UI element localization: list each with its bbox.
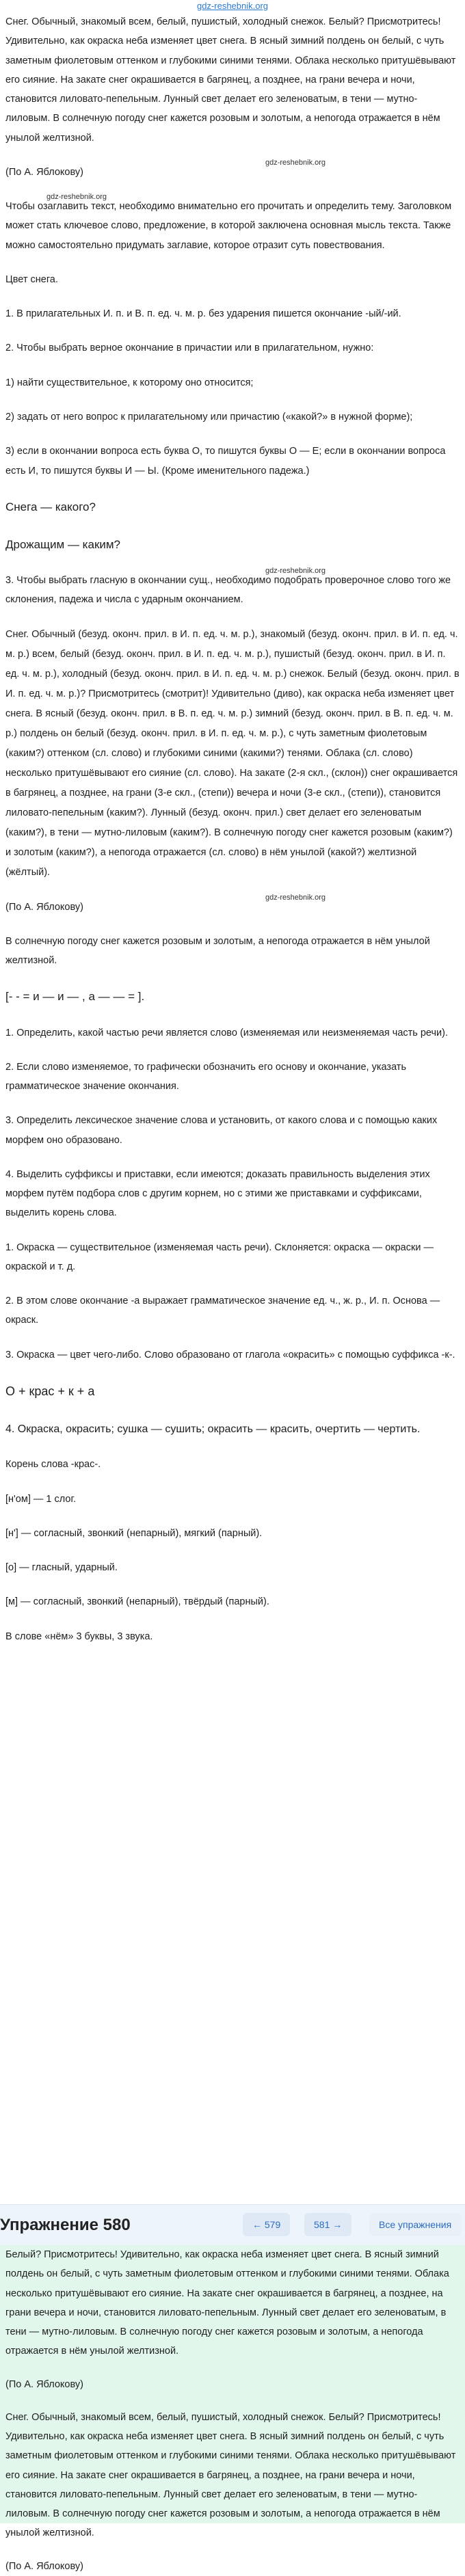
- task-text: Снег. Обычный, знакомый всем, белый, пушистый, холодный снежок. Белый? Присмотритесь! Удивительно, как окраска неба изменяет цвет снега. В ясный зимний полдень он белый, с чуть заметным фиолетовым оттенком и глубокими синими тенями. Облака несколько притушёвывают его сияние. На закате снег окрашивается в багрянец, а позднее, на грани вечера и ночи, становится лиловато-пепельным. Лунный свет делает его зеленоватым, в тени — мутно-лиловым. В солнечную погоду снег кажется розовым и золотым, а непогода отражается в нём унылой желтизной.: [5, 16, 456, 144]
- answer-2: 2. В этом слове окончание -а выражает грамматическое значение ед. ч., ж. р., И. п. Основа — окраск.: [5, 1296, 440, 1326]
- root-line: Корень слова -крас-.: [5, 1459, 101, 1471]
- rule-3: 3. Чтобы выбрать гласную в окончании сущ., необходимо подобрать проверочное слово того же склонения, падежа и числа с ударным окончанием.: [5, 575, 451, 606]
- intro-text: Чтобы озаглавить текст, необходимо внимательно его прочитать и определить тему. Заголовком может стать ключевое слово, предложение, в которой заключена основная мысль текста. Также можно самостоятельно придумать заглавие, которое отразит суть повествования.: [5, 201, 452, 251]
- watermark: gdz-reshebnik.org: [265, 158, 326, 167]
- watermark: gdz-reshebnik.org: [265, 567, 326, 576]
- morpheme-formula: О + крас + к + а: [5, 1384, 95, 1398]
- annotated-text: Снег. Обычный (безуд. оконч. прил. в И. п. ед. ч. м. р.), знакомый (безуд. оконч. прил. в И. п. ед. ч. м. р.) всем, белый (безуд. оконч. прил. в И. п. ед. ч. м. р.), пушистый (безуд. оконч. прил. в И. п. ед. ч. м. р.), холодный (безуд. оконч. прил. в И. п. ед. ч. м. р.) снежок. Белый (безуд. оконч. прил. в И. п. ед. ч. м. р.)? Присмотритесь (смотрит)! Удивительно (диво), как окраска неба изменяет цвет снега. В ясный (безуд. оконч. прил. в В. п. ед. ч. м. р.) зимний (безуд. оконч. прил. в В. п. ед. ч. м. р.) полдень он белый (безуд. оконч. прил. в И. п. ед. ч. м. р.), с чуть заметным фиолетовым (каким?) оттенком (сл. слово) и глубокими синими (какими?) тенями. Облака (сл. слово) несколько притушёвывают его сияние (сл. слово). На закате (2-я скл., (склон)) снег окрашивается в багрянец, а позднее, на грани (3-е скл., (степи)) вечера и ночи (3-е скл., (степи)), становится лиловато-пепельным (каким?). Лунный (безуд. оконч. прил.) свет делает его зеленоватым (каким?), в тени — мутно-лиловым (каким?). В солнечную погоду снег кажется розовым (каким?) и золотым (каким?), а непогода отражается (сл. слово) в нём унылой (какой?) желтизной (жёлтый).: [5, 628, 460, 878]
- green-author-1: (По А. Яблокову): [5, 2378, 83, 2390]
- question-2: 2. Если слово изменяемое, то графически обозначить его основу и окончание, указать грамматическое значение окончания.: [5, 1061, 407, 1092]
- green-author-2: (По А. Яблокову): [5, 2560, 83, 2572]
- example-1: Снега — какого?: [5, 500, 96, 513]
- exercise-title: Упражнение 580: [0, 2216, 131, 2234]
- all-exercises-button[interactable]: Все упражнения: [369, 2213, 461, 2236]
- rule-1: 1. В прилагательных И. п. и В. п. ед. ч. м. р. без ударения пишется окончание -ый/-ий.: [5, 308, 401, 320]
- rule-2-3: 3) если в окончании вопроса есть буква О, то пишутся буквы О — Е; если в окончании вопроса есть И, то пишутся буквы И — Ы. (Кроме именительного падежа.): [5, 446, 446, 477]
- question-1: 1. Определить, какой частью речи является слово (изменяемая или неизменяемая часть речи).: [5, 1027, 449, 1038]
- phonetic-1: [н'ом] — 1 слог.: [5, 1493, 77, 1505]
- sentence-scheme: [- - = и — и — , а — — = ].: [5, 990, 145, 1004]
- question-3: 3. Определить лексическое значение слова и установить, от какого слова и с помощью каких морфем оно образовано.: [5, 1115, 438, 1146]
- green-text-1: Белый? Присмотритесь! Удивительно, как окраска неба изменяет цвет снега. В ясный зимний полдень он белый, с чуть заметным фиолетовым оттенком и глубокими синими тенями. Облака несколько притушёвывают его сияние. На закате снег окрашивается в багрянец, а позднее, на грани вечера и ночи, становится лиловато-пепельным. Лунный свет делает его зеленоватым, в тени — мутно-лиловым. В солнечную погоду снег кажется розовым и золотым, а непогода отражается в нём унылой желтизной.: [5, 2249, 449, 2357]
- phonetic-4: [м] — согласный, звонкий (непарный), твёрдый (парный).: [5, 1596, 269, 1608]
- answer-3: 3. Окраска — цвет чего-либо. Слово образовано от глагола «окрасить» с помощью суффикса -к-.: [5, 1349, 455, 1360]
- prev-exercise-button[interactable]: ← 579: [243, 2213, 290, 2236]
- phonetic-2: [н'] — согласный, звонкий (непарный), мягкий (парный).: [5, 1527, 263, 1539]
- rule-2-1: 1) найти существительное, к которому оно относится;: [5, 377, 254, 388]
- author-2: (По А. Яблокову): [5, 901, 83, 913]
- author: (По А. Яблокову): [5, 166, 83, 178]
- question-4: 4. Выделить суффиксы и приставки, если имеются; доказать правильность выделения этих морфем путём подбора слов с другим корнем, но с этими же приставками и суффиксами, выделить корень слова.: [5, 1168, 430, 1219]
- title-answer: Цвет снега.: [5, 273, 58, 285]
- solution-content: [0, 12, 465, 1646]
- rule-2: 2. Чтобы выбрать верное окончание в причастии или в прилагательном, нужно:: [5, 343, 374, 354]
- exercise-nav-bar: [0, 2204, 465, 2246]
- phonetic-5: В слове «нём» 3 буквы, 3 звука.: [5, 1631, 153, 1642]
- answer-1: 1. Окраска — существительное (изменяемая часть речи). Склоняется: окраска — окраски — окраской и т. д.: [5, 1242, 434, 1272]
- site-header[interactable]: gdz-reshebnik.org: [196, 1, 269, 11]
- watermark: gdz-reshebnik.org: [265, 893, 326, 902]
- watermark: gdz-reshebnik.org: [46, 193, 107, 202]
- phonetic-3: [о] — гласный, ударный.: [5, 1562, 118, 1574]
- example-2: Дрожащим — каким?: [5, 537, 121, 551]
- rule-2-2: 2) задать от него вопрос к прилагательному или причастию («какой?» в нужной форме);: [5, 411, 413, 422]
- green-text-2: Снег. Обычный, знакомый всем, белый, пушистый, холодный снежок. Белый? Присмотритесь! Удивительно, как окраска неба изменяет цвет снега. В ясный зимний полдень он белый, с чуть заметным фиолетовым оттенком и глубокими синими тенями. Облака несколько притушёвывают его сияние. На закате снег окрашивается в багрянец, а позднее, на грани вечера и ночи, становится лиловато-пепельным. Лунный свет делает его зеленоватым, в тени — мутно-лиловым. В солнечную погоду снег кажется розовым и золотым, а непогода отражается в нём унылой желтизной.: [5, 2411, 456, 2539]
- text-repeat: В солнечную погоду снег кажется розовым и золотым, а непогода отражается в нём унылой желтизной.: [5, 935, 430, 967]
- next-exercise-button[interactable]: 581 →: [304, 2213, 351, 2236]
- next-exercise-content: [0, 2245, 465, 2572]
- answer-4: 4. Окраска, окрасить; сушка — сушить; окрасить — красить, очертить — чертить.: [5, 1423, 421, 1436]
